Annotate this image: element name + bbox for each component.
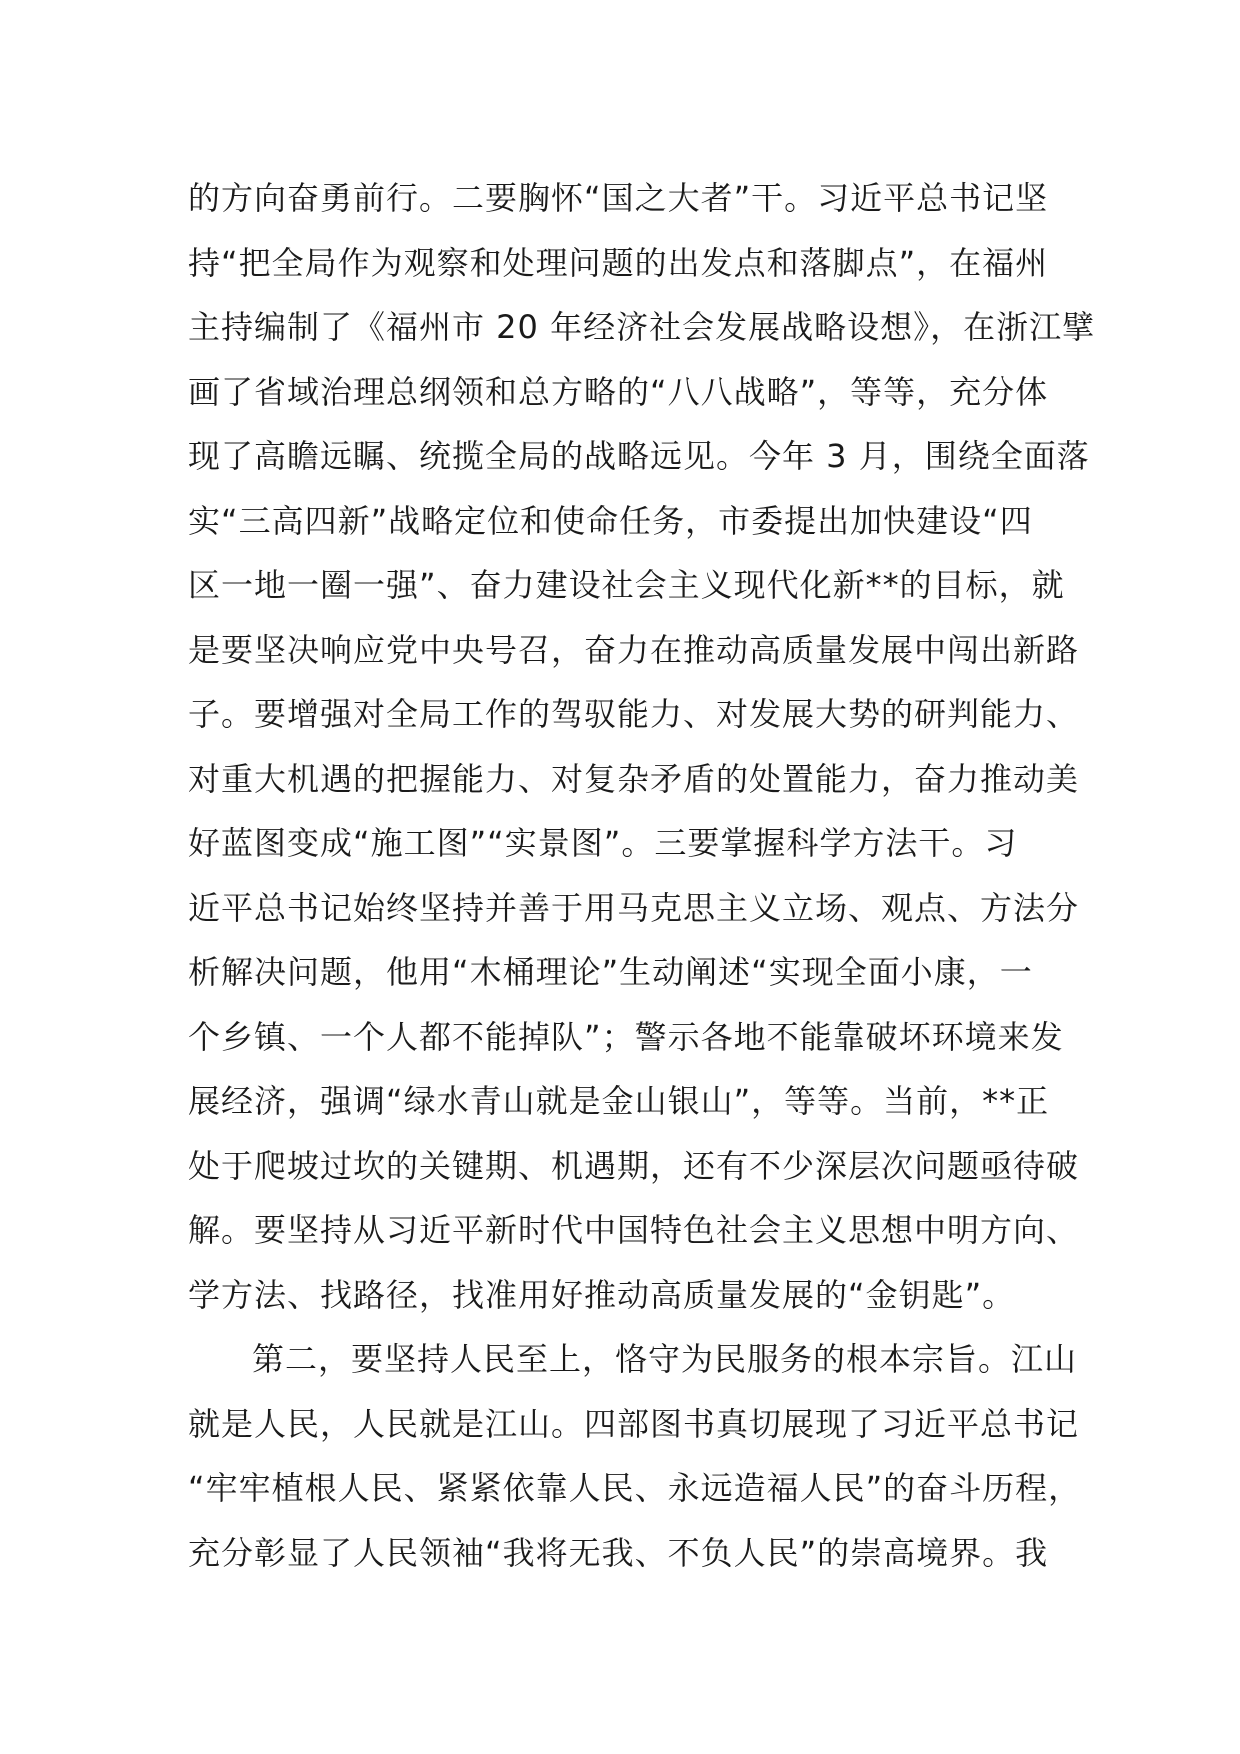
text-line: 对重大机遇的把握能力、对复杂矛盾的处置能力，奋力推动美 <box>188 759 1080 798</box>
text-line: 个乡镇、一个人都不能掉队”；警示各地不能靠破坏环境来发 <box>188 1017 1064 1056</box>
text-line: 处于爬坡过坎的关键期、机遇期，还有不少深层次问题亟待破 <box>188 1146 1080 1185</box>
text-line: 好蓝图变成“施工图”“实景图”。三要掌握科学方法干。习 <box>188 824 1018 862</box>
text-line: 析解决问题，他用“木桶理论”生动阐述“实现全面小康，一 <box>188 953 1033 991</box>
text-line: 展经济，强调“绿水青山就是金山银山”，等等。当前，**正 <box>188 1082 1050 1120</box>
body-text <box>188 166 1096 1585</box>
text-line: “牢牢植根人民、紧紧依靠人民、永远造福人民”的奋斗历程， <box>188 1469 1082 1507</box>
text-line: 子。要增强对全局工作的驾驭能力、对发展大势的研判能力、 <box>188 695 1080 733</box>
text-line: 学方法、找路径，找准用好推动高质量发展的“金钥匙”。 <box>188 1275 1016 1314</box>
text-line: 是要坚决响应党中央号召，奋力在推动高质量发展中闯出新路 <box>188 630 1080 669</box>
paragraph-start-line: 第二，要坚持人民至上，恪守为民服务的根本宗旨。江山 <box>252 1340 1078 1378</box>
text-line: 实“三高四新”战略定位和使命任务，市委提出加快建设“四 <box>188 501 1033 540</box>
text-line: 区一地一圈一强”、奋力建设社会主义现代化新**的目标，就 <box>188 566 1065 604</box>
text-line: 主持编制了《福州市 20 年经济社会发展战略设想》，在浙江擘 <box>188 308 1096 346</box>
text-line: 现了高瞻远瞩、统揽全局的战略远见。今年 3 月，围绕全面落 <box>188 437 1090 475</box>
text-line: 的方向奋勇前行。二要胸怀“国之大者”干。习近平总书记坚 <box>188 179 1049 217</box>
text-line: 充分彰显了人民领袖“我将无我、不负人民”的崇高境界。我 <box>188 1533 1049 1572</box>
text-line: 持“把全局作为观察和处理问题的出发点和落脚点”，在福州 <box>188 243 1049 282</box>
text-line: 就是人民，人民就是江山。四部图书真切展现了习近平总书记 <box>188 1404 1080 1443</box>
text-line: 画了省域治理总纲领和总方略的“八八战略”，等等，充分体 <box>188 372 1049 411</box>
text-line: 近平总书记始终坚持并善于用马克思主义立场、观点、方法分 <box>188 888 1080 927</box>
text-line: 解。要坚持从习近平新时代中国特色社会主义思想中明方向、 <box>188 1211 1080 1249</box>
